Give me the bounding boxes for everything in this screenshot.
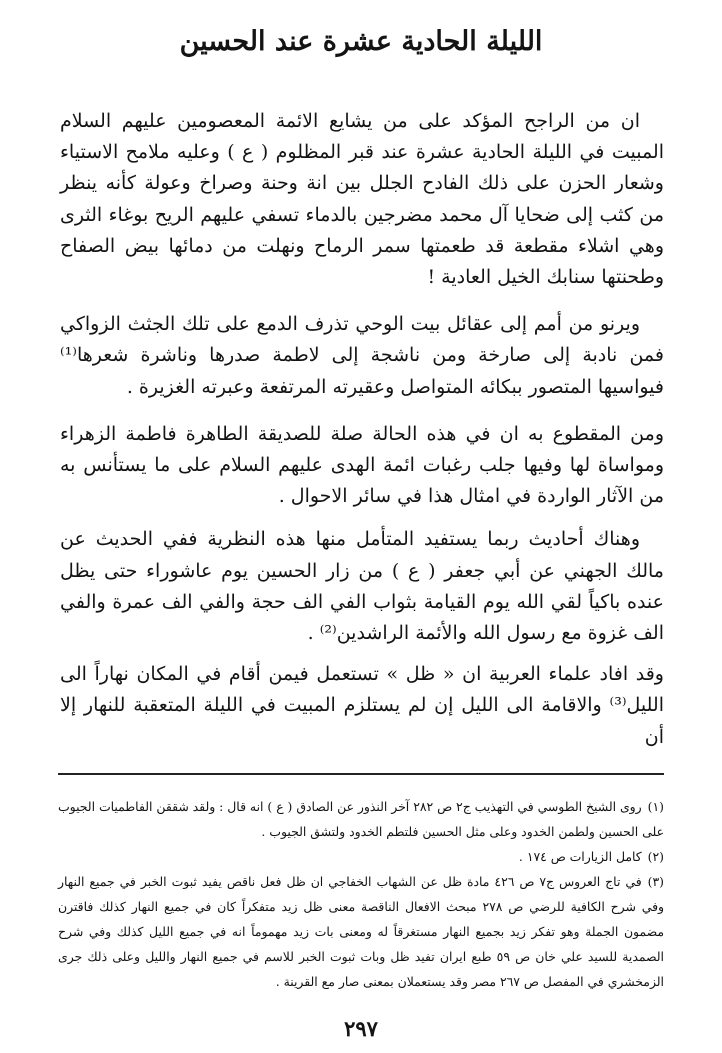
footnote [58,794,664,844]
footnote-number: (٣) [647,874,664,889]
footnote [58,844,664,869]
page-number: ٢٩٧ [344,1016,378,1041]
footnote-text: روى الشيخ الطوسي في التهذيب ج٢ ص ٢٨٢ آخر النذور عن الصادق ( ع ) انه قال : ولقد شققن الفاطميات الجيوب على الحسين ولطمن الخدود وعلى مثل الحسين فلتطم الخدود ولتشق الجيوب . [58,799,664,839]
chapter-title: الليلة الحادية عشرة عند الحسين [179,26,543,57]
footnote-text: كامل الزيارات ص ١٧٤ . [518,849,642,864]
footnote-divider [58,773,664,775]
footnote-number: (٢) [647,849,664,864]
paragraph: وقد افاد علماء العربية ان « ظل » تستعمل فيمن أقام في المكان نهاراً الى الليل⁽³⁾ والاقامة الى الليل إن لم يستلزم المبيت في الليلة المتعقبة للنهار إلا أن [60,663,664,748]
main-text [60,106,664,769]
footnote-text: في تاج العروس ج٧ ص ٤٢٦ مادة ظل عن الشهاب الخفاجي ان ظل فعل ناقص يفيد ثبوت الخبر في جميع النهار وفي شرح الكافية للرضي ص ٢٧٨ مبحث الافعال الناقصة معنى ظل زيد متفكراً كان في جميع النهار كذلك فاقترن مضمون الجملة وهو تفكر زيد بجميع النهار مستغرقاً له ومعنى بات زيد مهموماً انه في جميع الليل كذلك وفي شرح الصمدية للسيد علي خان ص ٥٩ طبع ايران تفيد ظل وبات ثبوت الخبر للاسم في جميع النهار والليل وعلى ذلك جرى الزمخشري في المفصل ص ٢٦٧ مصر وقد يستعملان بمعنى صار مع القرينة . [58,874,664,989]
footnotes [58,794,664,994]
footnote [58,869,664,994]
footnote-number: (١) [647,799,664,814]
paragraph: ان من الراجح المؤكد على من يشايع الائمة المعصومين عليهم السلام المبيت في الليلة الحادية عشرة عند قبر المظلوم ( ع ) وعليه ملامح الاستياء وشعار الحزن على ذلك الفادح الجلل بين انة وحنة وصراخ وعولة كأنه ينظر من كثب إلى ضحايا آل محمد مضرجين بالدماء تسفي عليهم الريح بوغاء الثرى وهي اشلاء مقطعة قد طعمتها سمر الرماح ونهلت من دمائها بيض الصفاح وطحنتها سنابك الخيل العادية ! [60,110,664,289]
paragraph: ويرنو من أمم إلى عقائل بيت الوحي تذرف الدمع على تلك الجثث الزواكي فمن نادبة إلى صارخة ومن ناشجة إلى لاطمة صدرها وناشرة شعرها⁽¹⁾ فيواسيها المتصور ببكائه المتواصل وعقيرته المرتفعة وعبرته الغزيرة . [60,313,664,398]
paragraph: ومن المقطوع به ان في هذه الحالة صلة للصديقة الطاهرة فاطمة الزهراء ومواساة لها وفيها جلب رغبات ائمة الهدى عليهم السلام على ما يستأنس به من الآثار الواردة في امثال هذا في سائر الاحوال . [60,422,664,508]
paragraph: وهناك أحاديث ربما يستفيد المتأمل منها هذه النظرية ففي الحديث عن مالك الجهني عن أبي جعفر ( ع ) من زار الحسين يوم عاشوراء حتى يظل عنده باكياً لقي الله يوم القيامة بثواب الفي الف حجة والفي الف عمرة والفي الف غزوة مع رسول الله والأئمة الراشدين⁽²⁾ . [60,528,664,645]
